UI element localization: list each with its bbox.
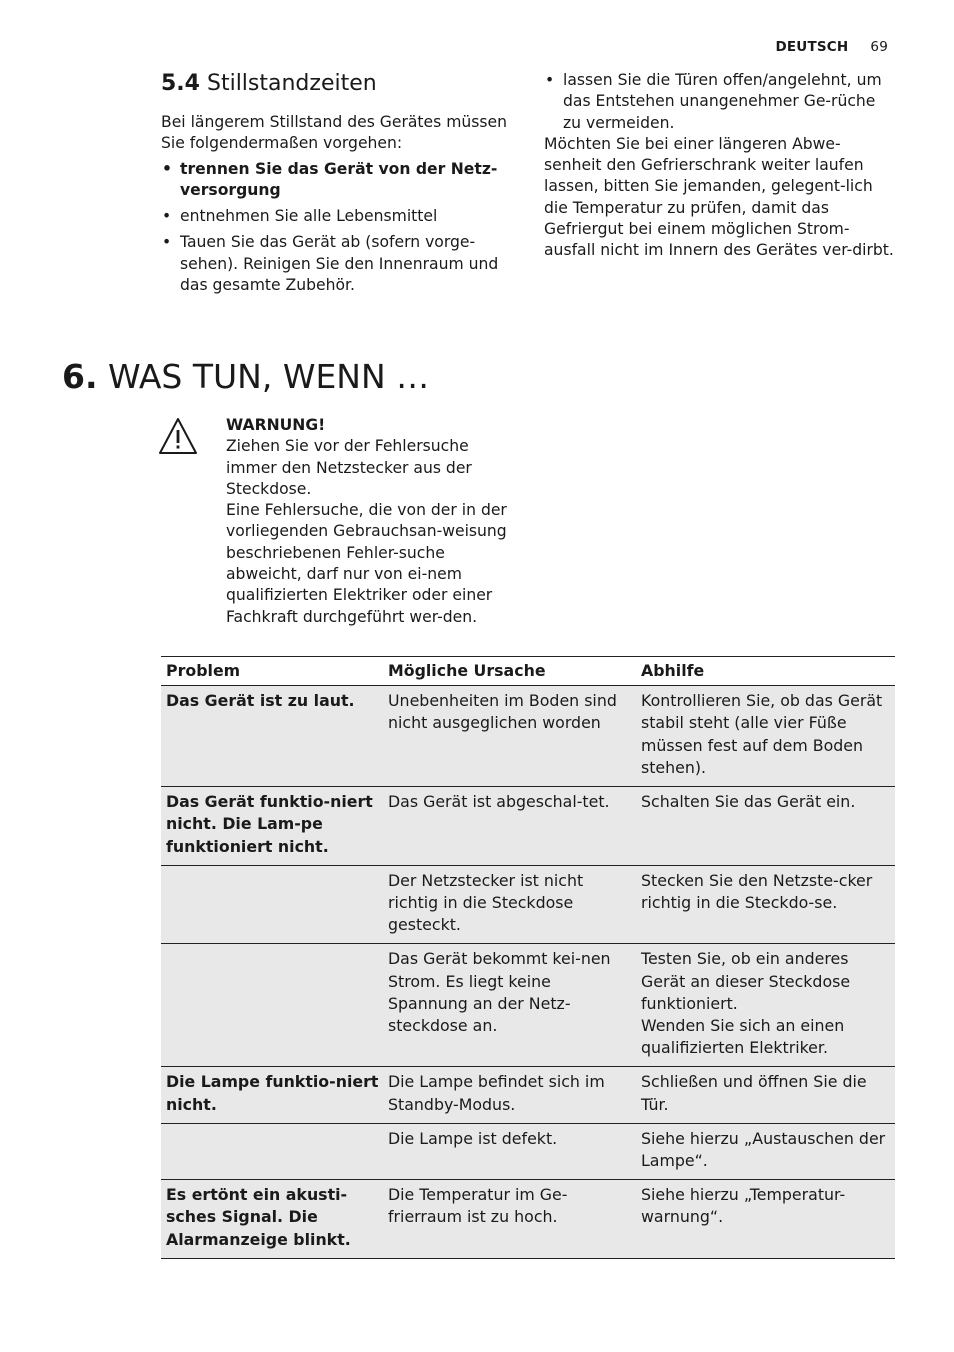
table-row [161, 1123, 895, 1179]
warning-text: Eine Fehlersuche, die von der in der vorliegenden Gebrauchsan-weisung beschriebenen Fehler-suche abweicht, darf nur von ei-nem qualifizierten Elektriker oder einer Fachkraft durchgeführt wer-den. [226, 501, 507, 626]
problem-cell: Es ertönt ein akusti-sches Signal. Die Alarmanzeige blinkt. [161, 1180, 383, 1259]
table-row [161, 1067, 895, 1123]
remedy-cell: Siehe hierzu „Temperatur-warnung“. [636, 1180, 895, 1259]
cause-cell: Die Lampe ist defekt. [383, 1123, 636, 1179]
table-row [161, 686, 895, 787]
column-header-cause: Mögliche Ursache [383, 657, 636, 686]
table-row [161, 944, 895, 1067]
problem-cell [161, 865, 383, 944]
chapter-title-text: WAS TUN, WENN … [108, 357, 430, 396]
section-right-column [544, 70, 896, 262]
column-header-remedy: Abhilfe [636, 657, 895, 686]
section-bullet-list-continued [544, 70, 896, 134]
header-language: DEUTSCH [775, 39, 849, 55]
warning-title: WARNUNG! [226, 416, 326, 434]
cause-cell: Die Temperatur im Ge-frierraum ist zu hoch. [383, 1180, 636, 1259]
problem-cell [161, 1123, 383, 1179]
cause-cell: Unebenheiten im Boden sind nicht ausgeglichen worden [383, 686, 636, 787]
problem-cell: Die Lampe funktio-niert nicht. [161, 1067, 383, 1123]
page-number: 69 [870, 39, 888, 55]
warning-text: Ziehen Sie vor der Fehlersuche immer den Netzstecker aus der Steckdose. [226, 437, 472, 498]
cause-cell: Der Netzstecker ist nicht richtig in die Steckdose gesteckt. [383, 865, 636, 944]
remedy-text: Wenden Sie sich an einen qualifizierten Elektriker. [641, 1016, 845, 1058]
remedy-cell [636, 944, 895, 1067]
warning-triangle-icon [157, 416, 199, 456]
remedy-cell: Schalten Sie das Gerät ein. [636, 787, 895, 866]
list-item: • lassen Sie die Türen offen/angelehnt, um das Entstehen unangenehmer Ge-rüche zu vermeiden. [544, 70, 896, 134]
section-intro: Bei längerem Stillstand des Gerätes müssen Sie folgendermaßen vorgehen: [161, 113, 508, 153]
column-header-problem: Problem [161, 657, 383, 686]
chapter-title [62, 356, 429, 398]
table-header-row [161, 657, 895, 686]
chapter-number: 6. [62, 357, 98, 396]
list-item: • trennen Sie das Gerät von der Netz-versorgung [161, 159, 513, 202]
warning-box [226, 415, 518, 628]
table-row [161, 787, 895, 866]
list-item: • Tauen Sie das Gerät ab (sofern vorge-sehen). Reinigen Sie den Innenraum und das gesamte Zubehör. [161, 232, 513, 296]
section-number: 5.4 [161, 71, 200, 96]
remedy-cell: Stecken Sie den Netzste-cker richtig in die Steckdo-se. [636, 865, 895, 944]
problem-cell: Das Gerät funktio-niert nicht. Die Lam-pe funktioniert nicht. [161, 787, 383, 866]
table-row [161, 1180, 895, 1259]
table-row [161, 865, 895, 944]
troubleshooting-table [161, 656, 895, 1259]
problem-cell: Das Gerät ist zu laut. [161, 686, 383, 787]
cause-cell: Das Gerät ist abgeschal-tet. [383, 787, 636, 866]
cause-cell: Das Gerät bekommt kei-nen Strom. Es liegt keine Spannung an der Netz-steckdose an. [383, 944, 636, 1067]
section-left-column [161, 70, 513, 301]
section-note: Möchten Sie bei einer längeren Abwe-senheit den Gefrierschrank weiter laufen lassen, bitten Sie jemanden, gelegent-lich die Temperatur zu prüfen, damit das Gefriergut bei einem möglichen Strom-ausfall nicht im Innern des Gerätes ver-dirbt. [544, 134, 894, 260]
section-heading [161, 70, 513, 98]
problem-cell [161, 944, 383, 1067]
remedy-cell: Siehe hierzu „Austauschen der Lampe“. [636, 1123, 895, 1179]
section-title: Stillstandzeiten [206, 71, 377, 96]
cause-cell: Die Lampe befindet sich im Standby-Modus. [383, 1067, 636, 1123]
remedy-cell: Kontrollieren Sie, ob das Gerät stabil steht (alle vier Füße müssen fest auf dem Boden stehen). [636, 686, 895, 787]
remedy-cell: Schließen und öffnen Sie die Tür. [636, 1067, 895, 1123]
remedy-text: Testen Sie, ob ein anderes Gerät an dieser Steckdose funktioniert. [641, 949, 851, 1013]
page-header [775, 39, 888, 55]
list-item: • entnehmen Sie alle Lebensmittel [161, 206, 513, 227]
section-bullet-list [161, 159, 513, 297]
